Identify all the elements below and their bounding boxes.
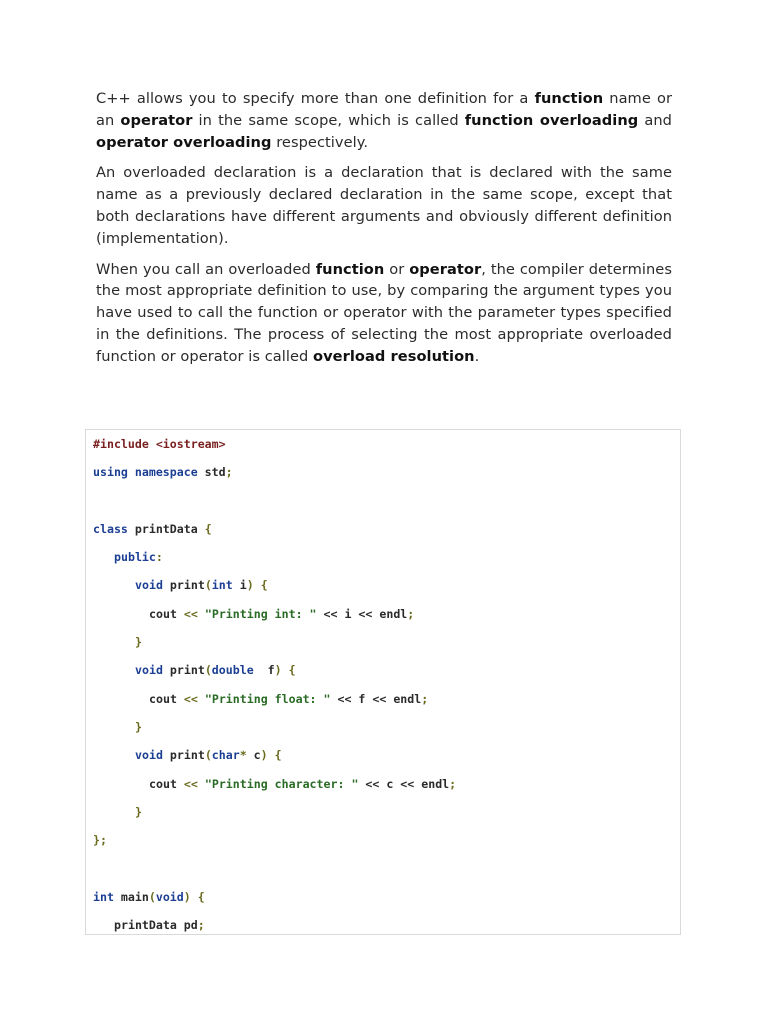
- code-token: printData: [127, 521, 205, 536]
- code-line: [93, 831, 456, 859]
- code-token: c: [246, 748, 261, 763]
- document-body: [96, 88, 672, 377]
- code-token: {: [274, 748, 282, 763]
- code-line: [93, 916, 456, 944]
- code-token: {: [260, 578, 268, 593]
- code-token: "Printing float: ": [204, 691, 331, 706]
- code-token: double: [211, 663, 254, 678]
- text-run: C++ allows you to specify more than one definition for a: [96, 90, 535, 107]
- bold-term: operator overloading: [96, 133, 272, 151]
- code-token: [191, 890, 198, 904]
- code-token: cout: [149, 606, 184, 621]
- code-token: ): [246, 578, 254, 593]
- code-token: <<: [183, 691, 198, 706]
- code-token: << i << endl: [316, 606, 408, 621]
- code-line: [93, 633, 456, 661]
- code-token: print: [162, 578, 205, 593]
- code-token: printData pd: [114, 918, 198, 933]
- text-run: , the compiler determines the most appropriate definition to use, by comparing the argument types you have used to call the function or operator with the parameter types specified in the definitions. The process of selecting the most appropriate overloaded function or operator is called: [96, 260, 672, 365]
- code-token: {: [197, 889, 205, 904]
- code-token: main: [113, 889, 149, 904]
- code-token: int: [93, 889, 114, 904]
- code-token: #include <iostream>: [93, 437, 226, 451]
- code-line: [93, 661, 456, 689]
- code-token: ): [274, 663, 282, 678]
- code-line: [93, 859, 456, 887]
- code-token: ;: [197, 918, 205, 933]
- paragraph-intro: [96, 88, 672, 153]
- code-token: [268, 748, 275, 762]
- bold-term: operator: [409, 260, 482, 278]
- code-line: [93, 803, 456, 831]
- code-token: ;: [225, 465, 233, 480]
- code-line: [93, 746, 456, 774]
- code-token: (: [148, 889, 156, 904]
- code-token: void: [135, 578, 163, 593]
- code-line: [93, 888, 456, 916]
- code-line: [93, 775, 456, 803]
- code-token: print: [162, 663, 205, 678]
- code-token: cout: [149, 691, 184, 706]
- code-token: }: [135, 635, 142, 650]
- code-token: [282, 663, 289, 677]
- code-token: (: [204, 748, 212, 763]
- text-run: When you call an overloaded: [96, 260, 316, 278]
- code-token: }: [135, 719, 142, 734]
- paragraph-overload-resolution: [96, 259, 672, 368]
- bold-term: overload resolution: [313, 347, 475, 365]
- code-token: [198, 607, 205, 621]
- code-token: std: [197, 465, 226, 480]
- code-line: [93, 576, 456, 604]
- code-token: "Printing character: ": [204, 776, 359, 791]
- code-line: [93, 463, 456, 491]
- code-line: [93, 690, 456, 718]
- code-token: public: [114, 550, 156, 565]
- code-line: [93, 548, 456, 576]
- code-line: [93, 520, 456, 548]
- code-token: using namespace: [93, 465, 198, 480]
- code-token: void: [135, 663, 163, 678]
- code-token: <<: [183, 776, 198, 791]
- bold-term: function: [534, 90, 604, 107]
- code-line: [93, 492, 456, 520]
- code-token: ;: [407, 606, 415, 621]
- code-token: void: [135, 748, 163, 763]
- code-line: [93, 435, 456, 463]
- code-token: [198, 692, 205, 706]
- code-listing: [93, 435, 456, 944]
- code-token: :: [155, 550, 163, 565]
- code-token: [198, 777, 205, 791]
- code-token: {: [204, 521, 212, 536]
- code-token: (: [204, 663, 212, 678]
- code-token: cout: [149, 776, 184, 791]
- bold-term: operator: [120, 111, 193, 129]
- code-token: void: [155, 889, 184, 904]
- code-token: ;: [449, 776, 457, 791]
- code-block: [85, 429, 681, 935]
- text-run: and: [638, 111, 672, 129]
- code-token: int: [211, 578, 233, 593]
- code-token: (: [204, 578, 212, 593]
- code-token: f: [253, 663, 275, 678]
- code-token: *: [239, 748, 247, 763]
- text-run: respectively.: [271, 133, 369, 151]
- code-line: [93, 605, 456, 633]
- code-token: class: [93, 521, 128, 536]
- code-token: ): [183, 889, 191, 904]
- code-token: char: [211, 748, 240, 763]
- code-token: << c << endl: [358, 776, 450, 791]
- text-run: .: [474, 347, 480, 365]
- code-line: [93, 718, 456, 746]
- code-token: << f << endl: [330, 691, 422, 706]
- code-token: <<: [183, 606, 198, 621]
- code-token: i: [232, 578, 247, 593]
- code-token: "Printing int: ": [204, 606, 317, 621]
- bold-term: function overloading: [464, 111, 639, 129]
- code-token: ;: [421, 691, 429, 706]
- code-token: ): [260, 748, 268, 763]
- code-token: {: [288, 663, 296, 678]
- text-run: An overloaded declaration is a declaration that is declared with the same name as a previously declared declaration in the same scope, except that both declarations have different arguments and obviously different definition (implementation).: [96, 164, 672, 247]
- text-run: or: [384, 260, 410, 278]
- text-run: in the same scope, which is called: [192, 111, 465, 129]
- code-token: };: [93, 833, 107, 848]
- paragraph-overloaded-declaration: [96, 162, 672, 249]
- code-token: [254, 578, 261, 592]
- code-token: print: [162, 748, 205, 763]
- text-run: name or an: [96, 90, 673, 129]
- bold-term: function: [315, 260, 385, 278]
- code-token: }: [135, 804, 142, 819]
